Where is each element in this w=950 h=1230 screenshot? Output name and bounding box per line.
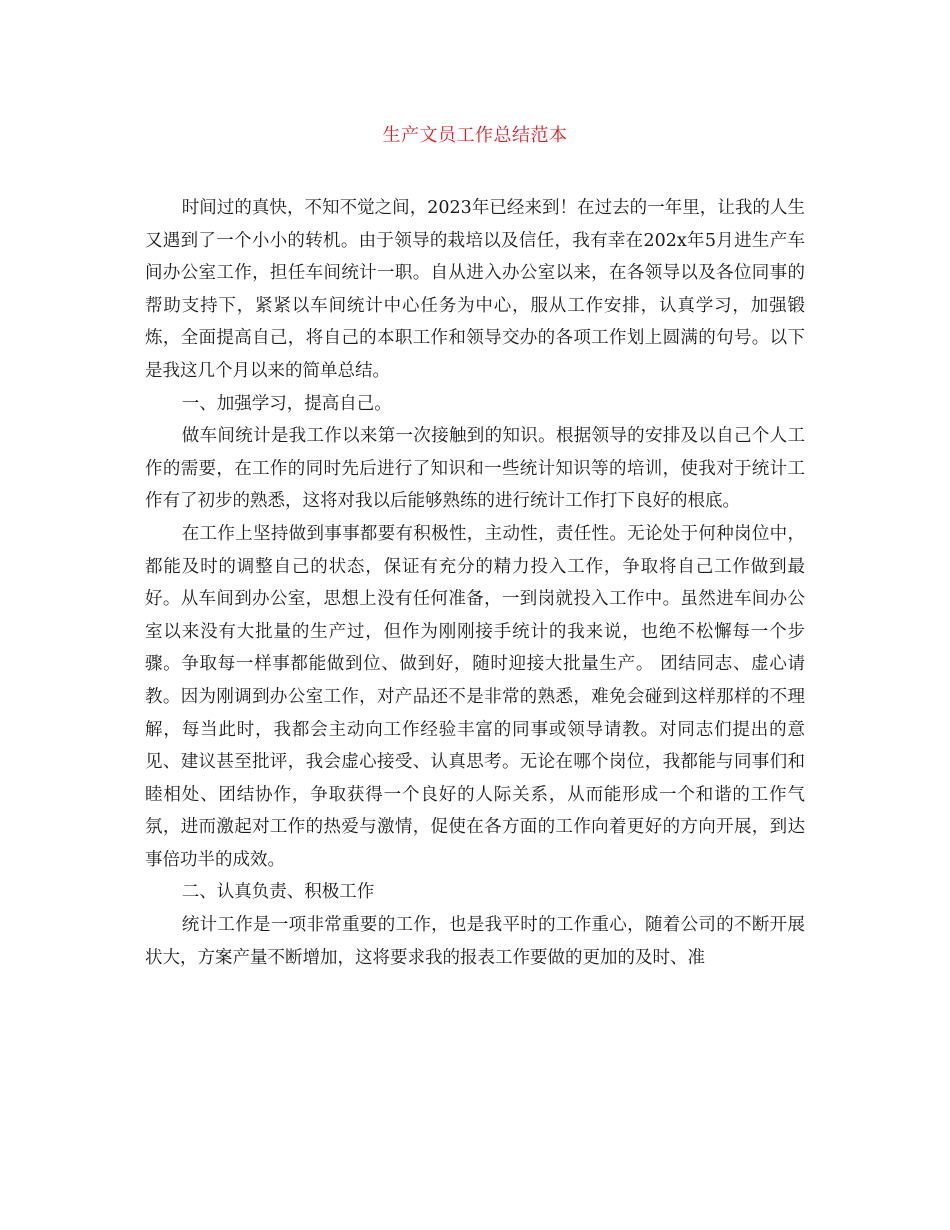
- document-title: 生产文员工作总结范本: [382, 125, 568, 146]
- section-heading-1: 一、加强学习，提高自己。: [181, 393, 392, 414]
- paragraph-statistics: 统计工作是一项非常重要的工作，也是我平时的工作重心，随着公司的不断开展状大，方案产量不断增加，这将要求我的报表工作要做的更加的及时、准: [145, 915, 805, 968]
- paragraph-intro: 时间过的真快，不知不觉之间，2023年已经来到！在过去的一年里，让我的人生又遇到了一个小小的转机。由于领导的栽培以及信任，我有幸在202x年5月进生产车间办公室工作，担任车间统计一职。自从进入办公室以来，在各领导以及各位同事的帮助支持下，紧紧以车间统计中心任务为中心，服从工作安排，认真学习，加强锻炼，全面提高自己，将自己的本职工作和领导交办的各项工作划上圆满的句号。以下是我这几个月以来的简单总结。: [145, 198, 805, 381]
- paragraph-learning: 做车间统计是我工作以来第一次接触到的知识。根据领导的安排及以自己个人工作的需要，在工作的同时先后进行了知识和一些统计知识等的培训，使我对于统计工作有了初步的熟悉，这将对我以后能够熟练的进行统计工作打下良好的根底。: [145, 426, 805, 512]
- document-body: [145, 192, 805, 974]
- paragraph-work-attitude: 在工作上坚持做到事事都要有积极性，主动性，责任性。无论处于何种岗位中，都能及时的调整自己的状态，保证有充分的精力投入工作，争取将自己工作做到最好。从车间到办公室，思想上没有任何准备，一到岗就投入工作中。虽然进车间办公室以来没有大批量的生产过，但作为刚刚接手统计的我来说，也绝不松懈每一个步骤。争取每一样事都能做到位、做到好，随时迎接大批量生产。 团结同志、虚心请教。因为刚调到办公室工作，对产品还不是非常的熟悉，难免会碰到这样那样的不理解，每当此时，我都会主动向工作经验丰富的同事或领导请教。对同志们提出的意见、建议甚至批评，我会虚心接受、认真思考。无论在哪个岗位，我都能与同事们和睦相处、团结协作，争取获得一个良好的人际关系，从而能形成一个和谐的工作气氛，进而激起对工作的热爱与激情，促使在各方面的工作向着更好的方向开展，到达事倍功半的成效。: [145, 523, 805, 870]
- section-heading-2: 二、认真负责、积极工作: [181, 882, 375, 903]
